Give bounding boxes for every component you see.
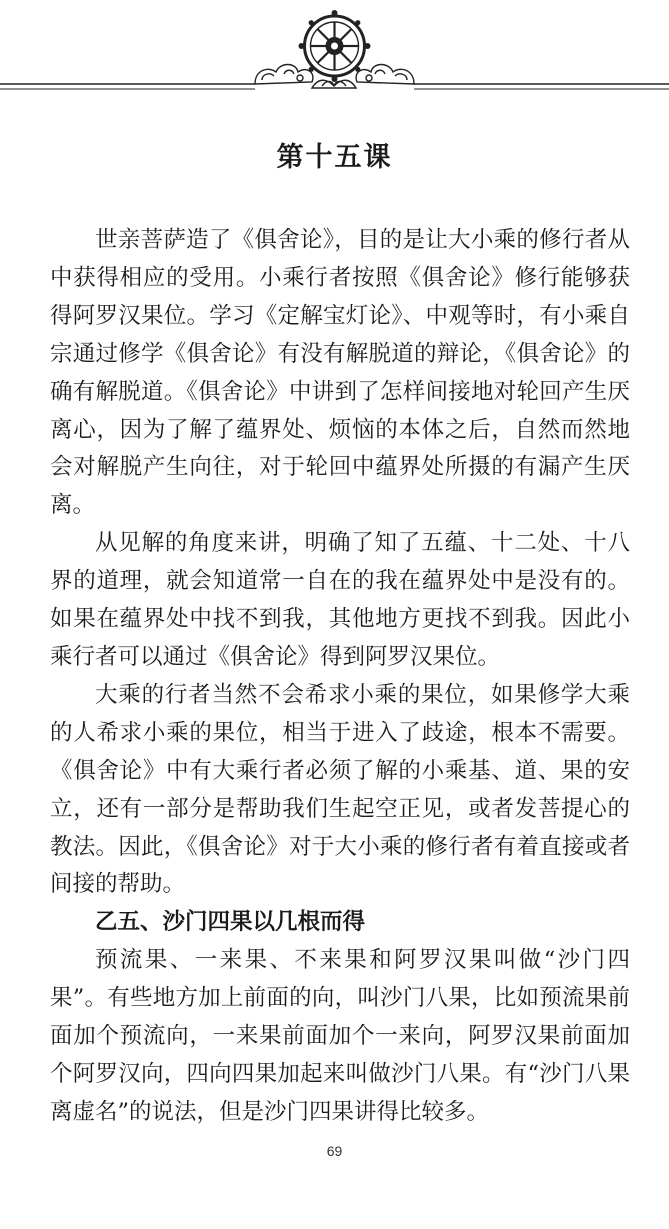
cloud-scroll-left-icon	[255, 65, 313, 85]
body-text	[50, 222, 630, 1132]
paragraph-1: 世亲菩萨造了《俱舍论》，目的是让大小乘的修行者从中获得相应的受用。小乘行者按照《俱舍论》修行能够获得阿罗汉果位。学习《定解宝灯论》、中观等时，有小乘自宗通过修学《俱舍论》有没有解脱道的辩论，《俱舍论》的确有解脱道。《俱舍论》中讲到了怎样间接地对轮回产生厌离心，因为了解了蕴界处、烦恼的本体之后，自然而然地会对解脱产生向往，对于轮回中蕴界处所摄的有漏产生厌离。	[50, 227, 630, 519]
section-heading: 乙五、沙门四果以几根而得	[95, 909, 366, 936]
cloud-scroll-right-icon	[356, 65, 414, 85]
page-title: 第十五课	[276, 142, 393, 173]
paragraph-4: 预流果、一来果、不来果和阿罗汉果叫做“沙门四果”。有些地方加上前面的向，叫沙门八果，比如预流果前面加个预流向，一来果前面加个一来向，阿罗汉果前面加个阿罗汉向，四向四果加起来叫做沙门八果。有“沙门八果离虚名”的说法，但是沙门四果讲得比较多。	[50, 947, 630, 1125]
paragraph-3: 大乘的行者当然不会希求小乘的果位，如果修学大乘的人希求小乘的果位，相当于进入了歧途，根本不需要。《俱舍论》中有大乘行者必须了解的小乘基、道、果的安立，还有一部分是帮助我们生起空正见，或者发菩提心的教法。因此，《俱舍论》对于大小乘的修行者有着直接或者间接的帮助。	[50, 681, 630, 898]
page-number: 69	[326, 1143, 343, 1159]
paragraph-2: 从见解的角度来讲，明确了知了五蕴、十二处、十八界的道理，就会知道常一自在的我在蕴界处中是没有的。如果在蕴界处中找不到我，其他地方更找不到我。因此小乘行者可以通过《俱舍论》得到阿罗汉果位。	[50, 530, 630, 670]
header-ornament	[0, 0, 669, 100]
